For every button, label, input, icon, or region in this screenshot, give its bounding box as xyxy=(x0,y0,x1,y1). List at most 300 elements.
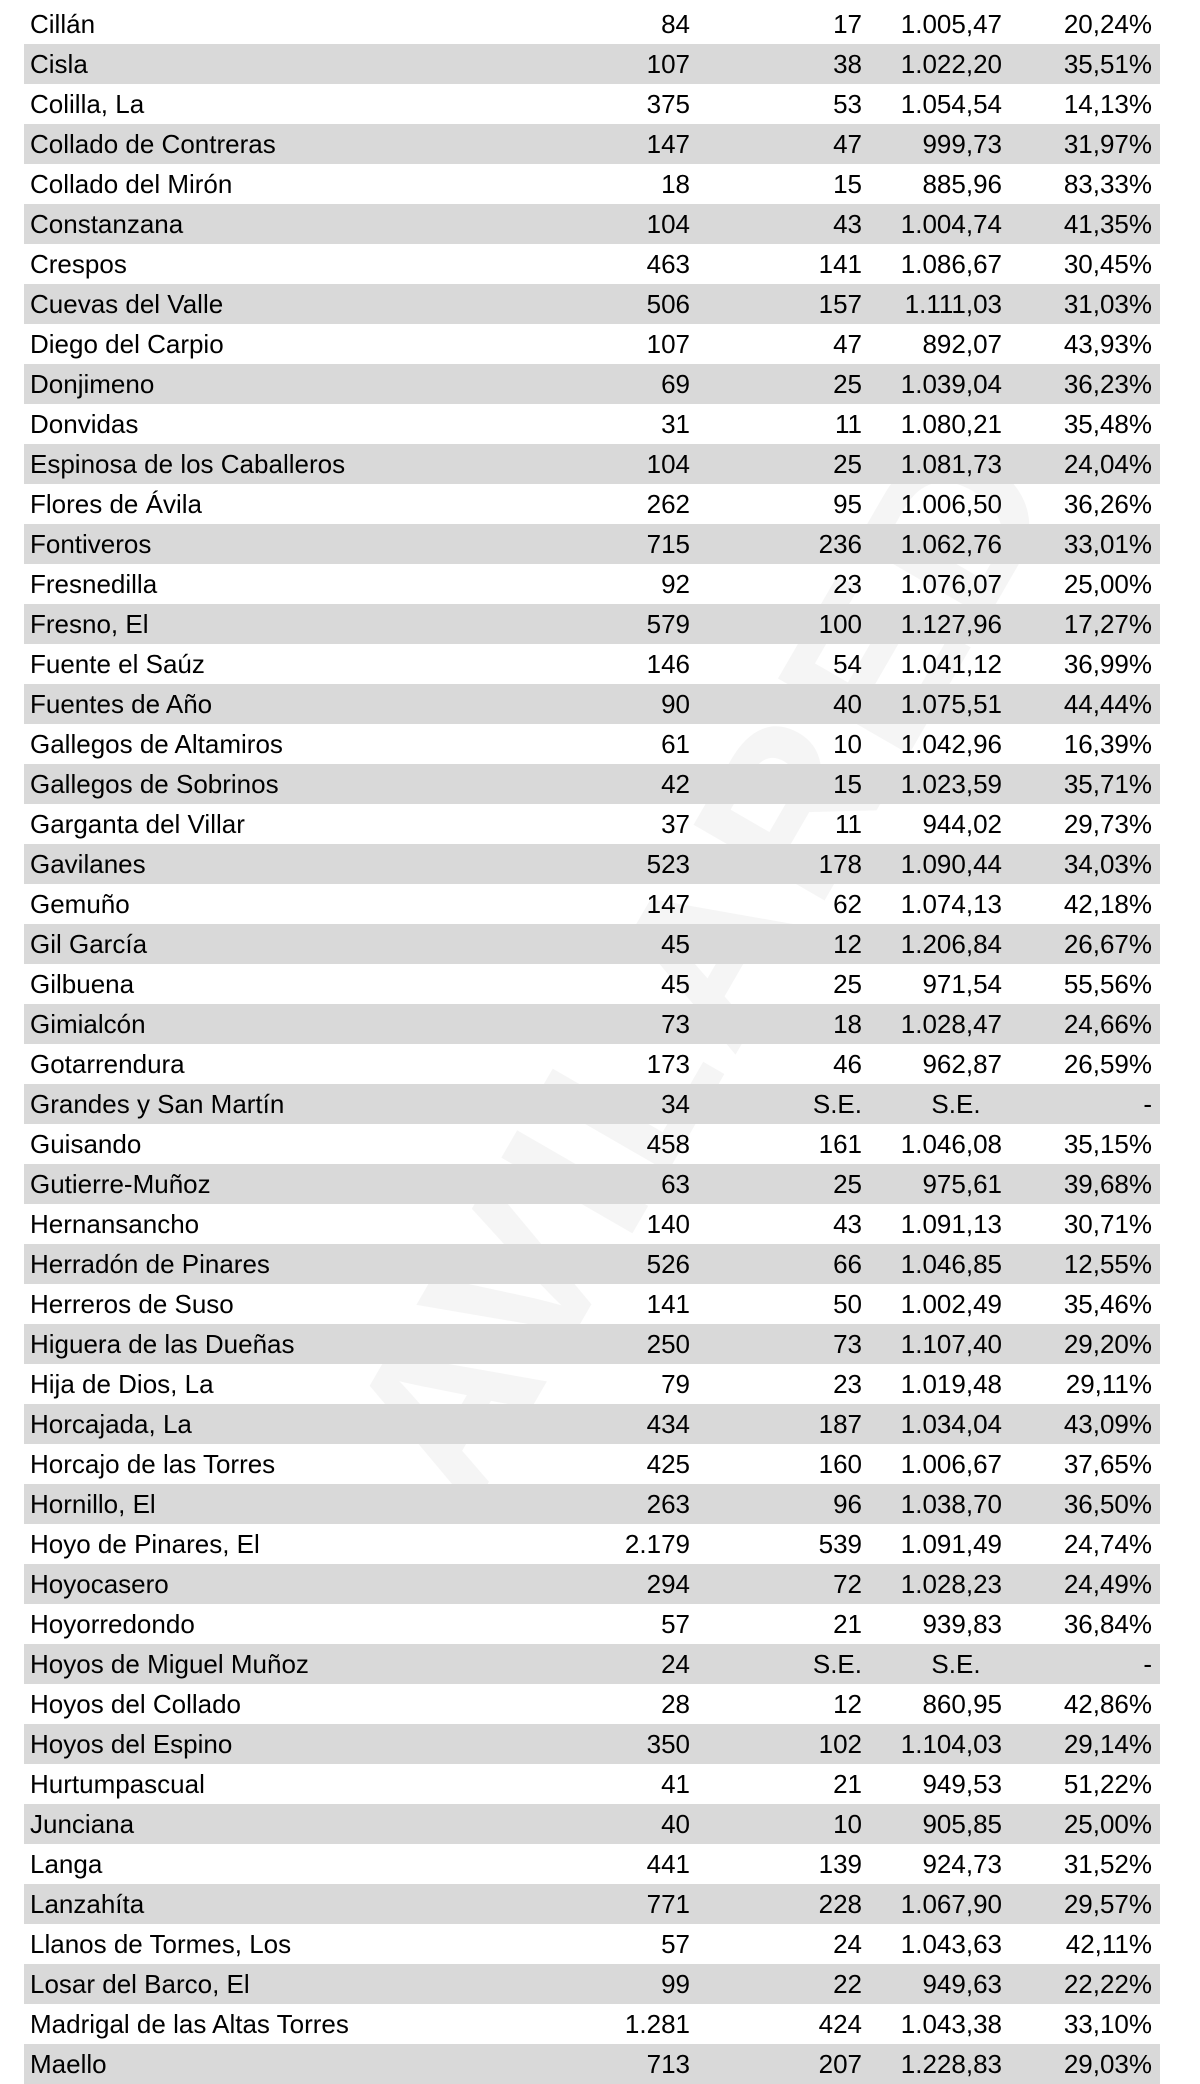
percentage-cell: 43,93% xyxy=(1063,329,1152,359)
population-cell: 263 xyxy=(514,1484,698,1524)
count-cell: 228 xyxy=(698,1884,870,1924)
table-row xyxy=(24,924,1160,964)
municipality-name-cell: Maello xyxy=(24,2044,514,2084)
average-amount-cell: 1.041,12 xyxy=(900,649,1002,679)
average-amount-cell: 1.028,47 xyxy=(870,1004,1002,1044)
municipality-name-cell: Hoyos de Miguel Muñoz xyxy=(24,1644,514,1684)
municipality-name-cell: Colilla, La xyxy=(30,89,145,119)
table-row xyxy=(24,604,1160,644)
count-cell: 53 xyxy=(833,89,862,119)
average-amount-cell: 1.005,47 xyxy=(900,9,1002,39)
percentage-cell: 35,46% xyxy=(1063,1289,1152,1319)
population-cell: 57 xyxy=(661,1609,690,1639)
count-cell: 141 xyxy=(818,249,862,279)
percentage-cell: 16,39% xyxy=(1063,729,1152,759)
population-cell: 73 xyxy=(514,1004,698,1044)
percentage-cell: 35,51% xyxy=(1002,44,1160,84)
population-cell: 45 xyxy=(514,924,698,964)
percentage-cell: - xyxy=(1002,1644,1160,1684)
population-cell: 262 xyxy=(646,489,690,519)
table-row xyxy=(24,1244,1160,1284)
count-cell: 38 xyxy=(698,44,870,84)
count-cell: 102 xyxy=(698,1724,870,1764)
count-cell: 50 xyxy=(833,1289,862,1319)
table-row xyxy=(24,244,1160,284)
table-row xyxy=(24,444,1160,484)
average-amount-cell: 1.111,03 xyxy=(870,284,1002,324)
population-cell: 84 xyxy=(661,9,690,39)
population-cell: 434 xyxy=(514,1404,698,1444)
municipality-name-cell: Collado del Mirón xyxy=(30,169,233,199)
table-row xyxy=(24,1084,1160,1124)
average-amount-cell: 1.127,96 xyxy=(870,604,1002,644)
population-cell: 771 xyxy=(514,1884,698,1924)
count-cell: 18 xyxy=(698,1004,870,1044)
population-cell: 57 xyxy=(661,1929,690,1959)
count-cell: 178 xyxy=(698,844,870,884)
count-cell: 62 xyxy=(833,889,862,919)
table-row xyxy=(24,884,1160,924)
population-cell: 526 xyxy=(514,1244,698,1284)
municipality-name-cell: Collado de Contreras xyxy=(24,124,514,164)
municipality-name-cell: Lanzahíta xyxy=(24,1884,514,1924)
count-cell: 21 xyxy=(833,1769,862,1799)
population-cell: 441 xyxy=(646,1849,690,1879)
percentage-cell: 24,49% xyxy=(1002,1564,1160,1604)
percentage-cell: 30,71% xyxy=(1063,1209,1152,1239)
count-cell: 22 xyxy=(698,1964,870,2004)
table-row xyxy=(24,1724,1160,1764)
count-cell: 12 xyxy=(833,1689,862,1719)
average-amount-cell: 1.028,23 xyxy=(870,1564,1002,1604)
average-amount-cell: 892,07 xyxy=(922,329,1002,359)
table-row xyxy=(24,84,1160,124)
count-cell: 43 xyxy=(833,1209,862,1239)
table-row xyxy=(24,204,1160,244)
population-cell: 250 xyxy=(514,1324,698,1364)
average-amount-cell: 1.228,83 xyxy=(870,2044,1002,2084)
count-cell: S.E. xyxy=(698,1644,870,1684)
population-cell: 28 xyxy=(661,1689,690,1719)
percentage-cell: 24,04% xyxy=(1002,444,1160,484)
percentage-cell: 20,24% xyxy=(1063,9,1152,39)
municipality-name-cell: Herradón de Pinares xyxy=(24,1244,514,1284)
percentage-cell: 33,10% xyxy=(1063,2009,1152,2039)
municipality-name-cell: Garganta del Villar xyxy=(30,809,245,839)
municipality-name-cell: Hoyos del Espino xyxy=(24,1724,514,1764)
table-row xyxy=(24,2044,1160,2084)
population-cell: 18 xyxy=(661,169,690,199)
percentage-cell: 44,44% xyxy=(1002,684,1160,724)
population-cell: 294 xyxy=(514,1564,698,1604)
count-cell: 15 xyxy=(833,169,862,199)
municipality-name-cell: Gavilanes xyxy=(24,844,514,884)
average-amount-cell: 971,54 xyxy=(922,969,1002,999)
population-cell: 141 xyxy=(646,1289,690,1319)
municipality-name-cell: Fontiveros xyxy=(24,524,514,564)
population-cell: 37 xyxy=(661,809,690,839)
average-amount-cell: 1.076,07 xyxy=(900,569,1002,599)
table-row xyxy=(24,1804,1160,1844)
population-cell: 523 xyxy=(514,844,698,884)
population-cell: 107 xyxy=(514,44,698,84)
municipality-name-cell: Fresno, El xyxy=(24,604,514,644)
count-cell: 66 xyxy=(698,1244,870,1284)
average-amount-cell: 1.004,74 xyxy=(870,204,1002,244)
population-cell: 2.179 xyxy=(624,1529,690,1559)
municipality-name-cell: Constanzana xyxy=(24,204,514,244)
municipality-name-cell: Higuera de las Dueñas xyxy=(24,1324,514,1364)
average-amount-cell: S.E. xyxy=(870,1644,1002,1684)
population-cell: 90 xyxy=(514,684,698,724)
average-amount-cell: 1.039,04 xyxy=(870,364,1002,404)
percentage-cell: 33,01% xyxy=(1002,524,1160,564)
count-cell: 15 xyxy=(698,764,870,804)
count-cell: 17 xyxy=(833,9,862,39)
table-row xyxy=(24,1324,1160,1364)
table-row xyxy=(24,484,1160,524)
average-amount-cell: 1.034,04 xyxy=(870,1404,1002,1444)
count-cell: 72 xyxy=(698,1564,870,1604)
table-row xyxy=(24,1484,1160,1524)
count-cell: 96 xyxy=(698,1484,870,1524)
population-cell: 107 xyxy=(646,329,690,359)
population-cell: 79 xyxy=(661,1369,690,1399)
average-amount-cell: 905,85 xyxy=(870,1804,1002,1844)
municipality-name-cell: Losar del Barco, El xyxy=(24,1964,514,2004)
table-row xyxy=(24,684,1160,724)
count-cell: 10 xyxy=(833,729,862,759)
municipality-name-cell: Gutierre-Muñoz xyxy=(24,1164,514,1204)
population-cell: 147 xyxy=(514,124,698,164)
average-amount-cell: 1.019,48 xyxy=(900,1369,1002,1399)
percentage-cell: 31,97% xyxy=(1002,124,1160,164)
percentage-cell: 41,35% xyxy=(1002,204,1160,244)
percentage-cell: 29,03% xyxy=(1002,2044,1160,2084)
percentage-cell: 36,99% xyxy=(1063,649,1152,679)
average-amount-cell: 1.006,50 xyxy=(900,489,1002,519)
population-cell: 69 xyxy=(514,364,698,404)
population-cell: 24 xyxy=(514,1644,698,1684)
count-cell: 161 xyxy=(818,1129,862,1159)
municipality-name-cell: Cisla xyxy=(24,44,514,84)
average-amount-cell: 885,96 xyxy=(922,169,1002,199)
count-cell: 25 xyxy=(698,1164,870,1204)
percentage-cell: 36,84% xyxy=(1063,1609,1152,1639)
count-cell: 236 xyxy=(698,524,870,564)
population-cell: 61 xyxy=(661,729,690,759)
percentage-cell: 29,73% xyxy=(1063,809,1152,839)
municipality-name-cell: Hernansancho xyxy=(30,1209,200,1239)
table-row xyxy=(24,1044,1160,1084)
percentage-cell: 55,56% xyxy=(1063,969,1152,999)
count-cell: 10 xyxy=(698,1804,870,1844)
count-cell: 12 xyxy=(698,924,870,964)
municipality-name-cell: Donjimeno xyxy=(24,364,514,404)
population-cell: 1.281 xyxy=(624,2009,690,2039)
count-cell: 47 xyxy=(833,329,862,359)
municipality-name-cell: Hoyo de Pinares, El xyxy=(30,1529,260,1559)
percentage-cell: 36,50% xyxy=(1002,1484,1160,1524)
municipality-name-cell: Donvidas xyxy=(30,409,139,439)
percentage-cell: 29,57% xyxy=(1002,1884,1160,1924)
average-amount-cell: 949,63 xyxy=(870,1964,1002,2004)
population-cell: 375 xyxy=(646,89,690,119)
percentage-cell: 51,22% xyxy=(1063,1769,1152,1799)
average-amount-cell: 999,73 xyxy=(870,124,1002,164)
table-row xyxy=(24,1564,1160,1604)
table-row xyxy=(24,324,1160,364)
average-amount-cell: 1.043,38 xyxy=(900,2009,1002,2039)
municipality-name-cell: Madrigal de las Altas Torres xyxy=(30,2009,349,2039)
table-row xyxy=(24,1364,1160,1404)
municipality-name-cell: Diego del Carpio xyxy=(30,329,224,359)
percentage-cell: 26,67% xyxy=(1002,924,1160,964)
average-amount-cell: 1.081,73 xyxy=(870,444,1002,484)
population-cell: 40 xyxy=(514,1804,698,1844)
population-cell: 506 xyxy=(514,284,698,324)
percentage-cell: 35,15% xyxy=(1063,1129,1152,1159)
municipality-name-cell: Gallegos de Altamiros xyxy=(30,729,283,759)
average-amount-cell: 975,61 xyxy=(870,1164,1002,1204)
municipality-name-cell: Cuevas del Valle xyxy=(24,284,514,324)
percentage-cell: 83,33% xyxy=(1063,169,1152,199)
count-cell: 160 xyxy=(818,1449,862,1479)
count-cell: 207 xyxy=(698,2044,870,2084)
municipality-name-cell: Gallegos de Sobrinos xyxy=(24,764,514,804)
percentage-cell: 42,11% xyxy=(1065,1929,1152,1959)
average-amount-cell: 860,95 xyxy=(922,1689,1002,1719)
table-row xyxy=(24,564,1160,604)
percentage-cell: 42,18% xyxy=(1063,889,1152,919)
population-cell: 579 xyxy=(514,604,698,644)
municipality-name-cell: Hija de Dios, La xyxy=(30,1369,214,1399)
average-amount-cell: 1.091,13 xyxy=(900,1209,1002,1239)
table-row xyxy=(24,1124,1160,1164)
average-amount-cell: 924,73 xyxy=(922,1849,1002,1879)
municipality-name-cell: Hoyorredondo xyxy=(30,1609,195,1639)
table-row xyxy=(24,364,1160,404)
percentage-cell: 26,59% xyxy=(1063,1049,1152,1079)
percentage-cell: 34,03% xyxy=(1002,844,1160,884)
table-row xyxy=(24,1964,1160,2004)
municipality-name-cell: Guisando xyxy=(30,1129,142,1159)
municipality-name-cell: Hoyos del Collado xyxy=(30,1689,242,1719)
average-amount-cell: 1.023,59 xyxy=(870,764,1002,804)
population-cell: 92 xyxy=(661,569,690,599)
table-row xyxy=(24,1764,1160,1804)
count-cell: 25 xyxy=(698,444,870,484)
population-cell: 146 xyxy=(646,649,690,679)
table-row xyxy=(24,44,1160,84)
table-row xyxy=(24,644,1160,684)
count-cell: 25 xyxy=(698,364,870,404)
percentage-cell: 17,27% xyxy=(1002,604,1160,644)
municipality-name-cell: Gil García xyxy=(24,924,514,964)
percentage-cell: 35,71% xyxy=(1002,764,1160,804)
average-amount-cell: 1.022,20 xyxy=(870,44,1002,84)
municipality-name-cell: Horcajada, La xyxy=(24,1404,514,1444)
municipality-name-cell: Herreros de Suso xyxy=(30,1289,234,1319)
table-row xyxy=(24,1524,1160,1564)
population-cell: 99 xyxy=(514,1964,698,2004)
municipality-name-cell: Cillán xyxy=(30,9,96,39)
table-row xyxy=(24,764,1160,804)
average-amount-cell: 1.107,40 xyxy=(870,1324,1002,1364)
percentage-cell: 36,26% xyxy=(1063,489,1152,519)
population-cell: 173 xyxy=(646,1049,690,1079)
average-amount-cell: 1.091,49 xyxy=(900,1529,1002,1559)
municipality-name-cell: Hurtumpascual xyxy=(30,1769,205,1799)
average-amount-cell: 1.075,51 xyxy=(870,684,1002,724)
percentage-cell: 25,00% xyxy=(1002,1804,1160,1844)
municipality-name-cell: Gimialcón xyxy=(24,1004,514,1044)
table-row xyxy=(24,404,1160,444)
percentage-cell: 39,68% xyxy=(1002,1164,1160,1204)
percentage-cell: 24,66% xyxy=(1002,1004,1160,1044)
table-row xyxy=(24,964,1160,1004)
count-cell: 47 xyxy=(698,124,870,164)
population-cell: 140 xyxy=(646,1209,690,1239)
average-amount-cell: 949,53 xyxy=(922,1769,1002,1799)
count-cell: 24 xyxy=(833,1929,862,1959)
municipality-name-cell: Fresnedilla xyxy=(30,569,158,599)
table-row xyxy=(24,284,1160,324)
municipality-name-cell: Gilbuena xyxy=(30,969,135,999)
municipality-name-cell: Junciana xyxy=(24,1804,514,1844)
table-row xyxy=(24,1284,1160,1324)
average-amount-cell: 1.067,90 xyxy=(870,1884,1002,1924)
table-row xyxy=(24,1004,1160,1044)
percentage-cell: 24,74% xyxy=(1063,1529,1152,1559)
table-row xyxy=(24,124,1160,164)
count-cell: 25 xyxy=(833,969,862,999)
table-body xyxy=(24,4,1160,2084)
population-cell: 104 xyxy=(514,204,698,244)
count-cell: 23 xyxy=(833,569,862,599)
municipality-name-cell: Flores de Ávila xyxy=(30,489,202,519)
population-cell: 42 xyxy=(514,764,698,804)
table-row xyxy=(24,1204,1160,1244)
average-amount-cell: 1.086,67 xyxy=(900,249,1002,279)
count-cell: 100 xyxy=(698,604,870,644)
count-cell: 11 xyxy=(835,409,862,439)
percentage-cell: 42,86% xyxy=(1063,1689,1152,1719)
average-amount-cell: 1.046,08 xyxy=(900,1129,1002,1159)
percentage-cell: - xyxy=(1002,1084,1160,1124)
count-cell: 40 xyxy=(698,684,870,724)
count-cell: 11 xyxy=(835,809,862,839)
average-amount-cell: 1.043,63 xyxy=(900,1929,1002,1959)
average-amount-cell: 944,02 xyxy=(922,809,1002,839)
municipality-name-cell: Horcajo de las Torres xyxy=(30,1449,276,1479)
count-cell: 539 xyxy=(818,1529,862,1559)
average-amount-cell: 1.042,96 xyxy=(900,729,1002,759)
table-row xyxy=(24,164,1160,204)
table-row xyxy=(24,1924,1160,1964)
population-cell: 31 xyxy=(661,409,690,439)
average-amount-cell: 1.080,21 xyxy=(900,409,1002,439)
percentage-cell: 37,65% xyxy=(1063,1449,1152,1479)
average-amount-cell: 1.002,49 xyxy=(900,1289,1002,1319)
table-row xyxy=(24,1604,1160,1644)
percentage-cell: 14,13% xyxy=(1063,89,1152,119)
percentage-cell: 12,55% xyxy=(1002,1244,1160,1284)
percentage-cell: 35,48% xyxy=(1063,409,1152,439)
percentage-cell: 25,00% xyxy=(1063,569,1152,599)
table-row xyxy=(24,1404,1160,1444)
average-amount-cell: 962,87 xyxy=(922,1049,1002,1079)
municipality-name-cell: Hoyocasero xyxy=(24,1564,514,1604)
percentage-cell: 36,23% xyxy=(1002,364,1160,404)
table-row xyxy=(24,1884,1160,1924)
average-amount-cell: 1.046,85 xyxy=(870,1244,1002,1284)
count-cell: 23 xyxy=(833,1369,862,1399)
count-cell: 424 xyxy=(818,2009,862,2039)
count-cell: 95 xyxy=(833,489,862,519)
average-amount-cell: 939,83 xyxy=(922,1609,1002,1639)
municipality-name-cell: Grandes y San Martín xyxy=(24,1084,514,1124)
population-cell: 147 xyxy=(646,889,690,919)
average-amount-cell: 1.074,13 xyxy=(900,889,1002,919)
population-cell: 713 xyxy=(514,2044,698,2084)
count-cell: 43 xyxy=(698,204,870,244)
count-cell: 187 xyxy=(698,1404,870,1444)
percentage-cell: 31,03% xyxy=(1002,284,1160,324)
average-amount-cell: 1.006,67 xyxy=(900,1449,1002,1479)
average-amount-cell: 1.090,44 xyxy=(870,844,1002,884)
municipality-name-cell: Llanos de Tormes, Los xyxy=(30,1929,292,1959)
municipality-table xyxy=(24,4,1160,2084)
count-cell: 157 xyxy=(698,284,870,324)
count-cell: 46 xyxy=(833,1049,862,1079)
table-row xyxy=(24,804,1160,844)
count-cell: 21 xyxy=(833,1609,862,1639)
municipality-name-cell: Espinosa de los Caballeros xyxy=(24,444,514,484)
percentage-cell: 22,22% xyxy=(1002,1964,1160,2004)
table-row xyxy=(24,844,1160,884)
average-amount-cell: 1.054,54 xyxy=(900,89,1002,119)
municipality-name-cell: Gemuño xyxy=(30,889,130,919)
count-cell: 139 xyxy=(818,1849,862,1879)
municipality-name-cell: Fuente el Saúz xyxy=(30,649,205,679)
count-cell: 73 xyxy=(698,1324,870,1364)
percentage-cell: 29,20% xyxy=(1002,1324,1160,1364)
municipality-name-cell: Gotarrendura xyxy=(30,1049,185,1079)
percentage-cell: 43,09% xyxy=(1002,1404,1160,1444)
average-amount-cell: 1.062,76 xyxy=(870,524,1002,564)
table-row xyxy=(24,1684,1160,1724)
average-amount-cell: 1.206,84 xyxy=(870,924,1002,964)
percentage-cell: 31,52% xyxy=(1063,1849,1152,1879)
table-row xyxy=(24,1164,1160,1204)
table-row xyxy=(24,4,1160,44)
percentage-cell: 30,45% xyxy=(1063,249,1152,279)
population-cell: 63 xyxy=(514,1164,698,1204)
table-row xyxy=(24,2004,1160,2044)
population-cell: 41 xyxy=(661,1769,690,1799)
population-cell: 104 xyxy=(514,444,698,484)
percentage-cell: 29,11% xyxy=(1065,1369,1152,1399)
table-row xyxy=(24,524,1160,564)
table-row xyxy=(24,724,1160,764)
average-amount-cell: 1.038,70 xyxy=(870,1484,1002,1524)
table-row xyxy=(24,1444,1160,1484)
table-row xyxy=(24,1644,1160,1684)
percentage-cell: 29,14% xyxy=(1002,1724,1160,1764)
population-cell: 458 xyxy=(646,1129,690,1159)
table-row xyxy=(24,1844,1160,1884)
